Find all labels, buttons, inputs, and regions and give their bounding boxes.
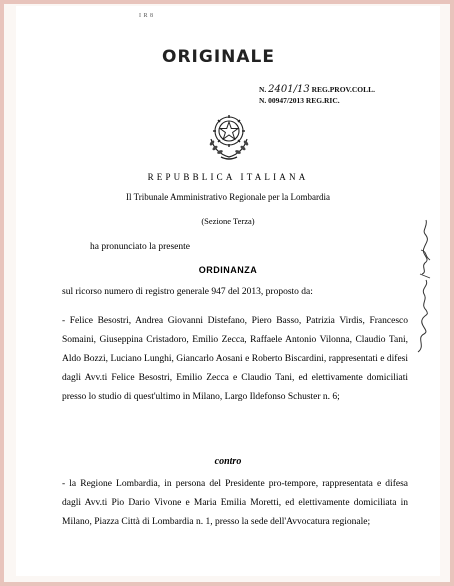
- pronounced-line: ha pronunciato la presente: [90, 242, 190, 252]
- registry-prefix: N.: [259, 85, 267, 94]
- registry-line-2: N. 00947/2013 REG.RIC.: [259, 96, 340, 105]
- tribunal-name: Il Tribunale Amministrativo Regionale per la Lombardia: [126, 192, 330, 202]
- document-title: ORDINANZA: [198, 265, 258, 275]
- originale-stamp: ORIGINALE: [162, 47, 275, 67]
- registry-numbers: [259, 84, 375, 106]
- document-frame: [4, 4, 450, 582]
- top-reference: I R 8: [139, 13, 154, 19]
- against-heading: contro: [214, 456, 242, 467]
- appeal-line: sul ricorso numero di registro generale 947 del 2013, proposto da:: [62, 287, 313, 297]
- document-page: [16, 6, 440, 576]
- respondent-paragraph: - la Regione Lombardia, in persona del Presidente pro-tempore, rappresentata e difesa dagli Avv.ti Pio Dario Vivone e Maria Emilia Moretti, ed elettivamente domiciliata in Milano, Piazza Città di Lombardia n. 1, presso la sede dell'Avvocatura regionale;: [62, 479, 408, 527]
- petitioners-paragraph: - Felice Besostri, Andrea Giovanni Distefano, Piero Basso, Patrizia Virdis, Francesco Somaini, Giuseppina Cristadoro, Emilio Zecca, Raffaele Antonio Vilonna, Claudio Tani, Aldo Bozzi, Luciano Lunghi, Giancarlo Aosani e Roberto Biscardini, rappresentati e difesi dagli Avv.ti Felice Besostri, Emilio Zecca e Claudio Tani, ed elettivamente domiciliati presso lo studio di quest'ultimo in Milano, Largo Ildefonso Schuster n. 6;: [62, 316, 408, 402]
- handwritten-number: 2401/13: [268, 84, 310, 95]
- republic-heading: REPUBBLICA ITALIANA: [147, 172, 309, 182]
- registry-line-1: [259, 84, 375, 95]
- registry-line1-suffix: REG.PROV.COLL.: [311, 85, 376, 94]
- section-name: (Sezione Terza): [201, 216, 255, 226]
- handwritten-signature: [412, 216, 436, 356]
- italian-republic-emblem-icon: [201, 109, 257, 163]
